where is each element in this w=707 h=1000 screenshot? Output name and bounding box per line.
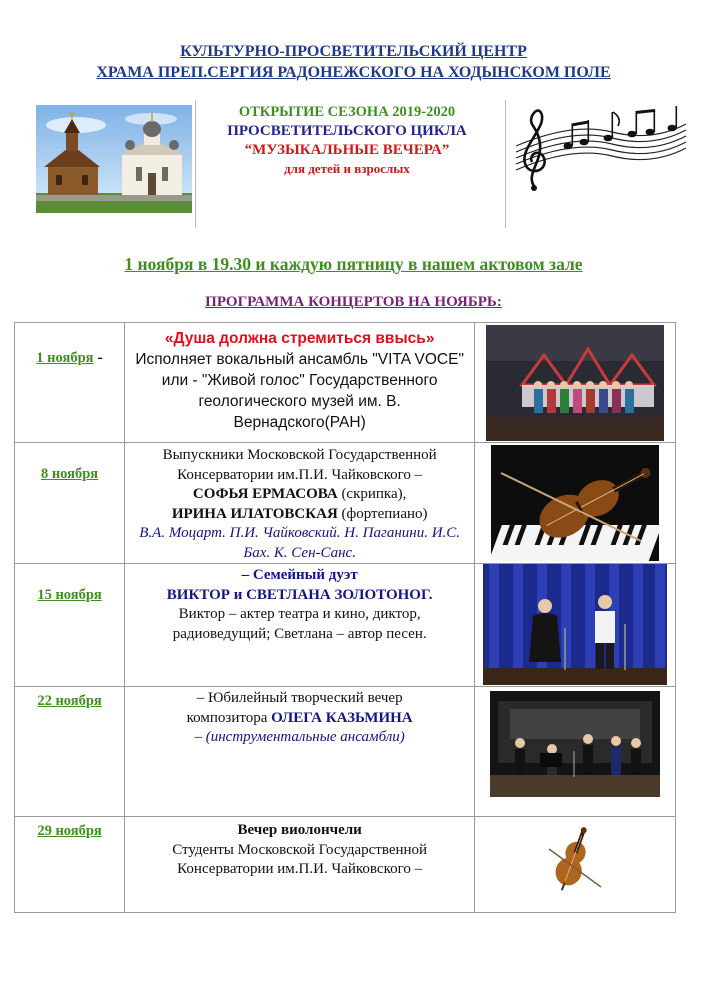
table-row — [15, 817, 676, 913]
description-cell — [125, 323, 475, 443]
concert-title: Вечер виолончели — [237, 822, 362, 838]
concert-intro: Выпускники Московской Государственной Консерватории им.П.И. Чайковского – — [162, 447, 437, 483]
violin-piano-photo — [491, 445, 659, 561]
image-cell — [475, 687, 676, 817]
image-cell — [475, 323, 676, 443]
ensemble-stage-photo — [490, 691, 660, 797]
description-cell — [125, 443, 475, 564]
cycle-name: “МУЗЫКАЛЬНЫЕ ВЕЧЕРА” — [244, 142, 450, 158]
image-cell — [475, 564, 676, 687]
description-cell — [125, 564, 475, 687]
duo-stage-photo — [483, 564, 667, 685]
center-title-line1: КУЛЬТУРНО-ПРОСВЕТИТЕЛЬСКИЙ ЦЕНТР — [180, 43, 527, 60]
table-row — [15, 323, 676, 443]
performer-name: СОФЬЯ ЕРМАСОВА — [192, 486, 338, 502]
performer-name: ИРИНА ИЛАТОВСКАЯ — [171, 505, 338, 522]
cycle-label: ПРОСВЕТИТЕЛЬСКОГО ЦИКЛА — [227, 123, 467, 139]
concert-schedule-table — [14, 322, 676, 913]
performer-instrument: (фортепиано) — [337, 505, 428, 522]
concert-date: 1 ноября — [36, 350, 94, 366]
image-cell — [475, 443, 676, 564]
table-row — [15, 687, 676, 817]
banner-divider — [505, 100, 506, 228]
table-row — [15, 564, 676, 687]
composer-name: ОЛЕГА КАЗЬМИНА — [271, 709, 413, 726]
music-staff-icon — [512, 104, 688, 194]
concert-title: – Юбилейный творческий вечер — [196, 690, 403, 706]
concert-date: 8 ноября — [40, 466, 99, 482]
concert-description: Студенты Московской Государственной Консерватории им.П.И. Чайковского – — [172, 841, 428, 877]
concert-date: 15 ноября — [37, 587, 102, 603]
season-announcement — [189, 100, 505, 178]
cello-icon — [545, 825, 605, 895]
center-title-line2: ХРАМА ПРЕП.СЕРГИЯ РАДОНЕЖСКОГО НА ХОДЫНСКОМ ПОЛЕ — [96, 64, 611, 81]
season-opening: ОТКРЫТИЕ СЕЗОНА 2019-2020 — [238, 104, 456, 120]
performer-instrument: (скрипка), — [337, 486, 407, 502]
concert-title: – Семейный дуэт — [241, 567, 358, 583]
date-cell — [15, 323, 125, 443]
concert-date: 29 ноября — [37, 823, 102, 839]
date-cell — [15, 817, 125, 913]
table-row — [15, 443, 676, 564]
concert-title: «Душа должна стремиться ввысь» — [164, 330, 435, 347]
image-cell — [475, 817, 676, 913]
composer-prefix: композитора — [186, 709, 272, 726]
season-banner — [29, 100, 657, 228]
description-cell — [125, 687, 475, 817]
performers-names: ВИКТОР и СВЕТЛАНА ЗОЛОТОНОГ. — [166, 586, 433, 603]
schedule-announcement: 1 ноября в 19.30 и каждую пятницу в нашем актовом зале — [124, 254, 583, 274]
concert-date: 22 ноября — [37, 693, 102, 709]
composers-list: В.А. Моцарт. П.И. Чайковский. Н. Паганини. И.С. Бах. К. Сен-Санс. — [139, 525, 461, 561]
date-cell — [15, 564, 125, 687]
church-photo — [36, 105, 192, 213]
concert-description: Исполняет вокальный ансамбль "VITA VOCE" или - "Живой голос" Государственного геологического музей им. В. Вернадского(РАН) — [135, 351, 464, 431]
date-cell — [15, 443, 125, 564]
description-cell — [125, 817, 475, 913]
concert-description: Виктор – актер театра и кино, диктор, радиоведущий; Светлана – автор песен. — [172, 606, 427, 642]
program-title: ПРОГРАММА КОНЦЕРТОВ НА НОЯБРЬ: — [205, 294, 502, 310]
concert-genre: – (инструментальные ансамбли) — [194, 729, 405, 745]
ensemble-photo — [486, 325, 664, 441]
date-cell — [15, 687, 125, 817]
date-dash: - — [93, 349, 103, 366]
audience-label: для детей и взрослых — [284, 161, 410, 176]
